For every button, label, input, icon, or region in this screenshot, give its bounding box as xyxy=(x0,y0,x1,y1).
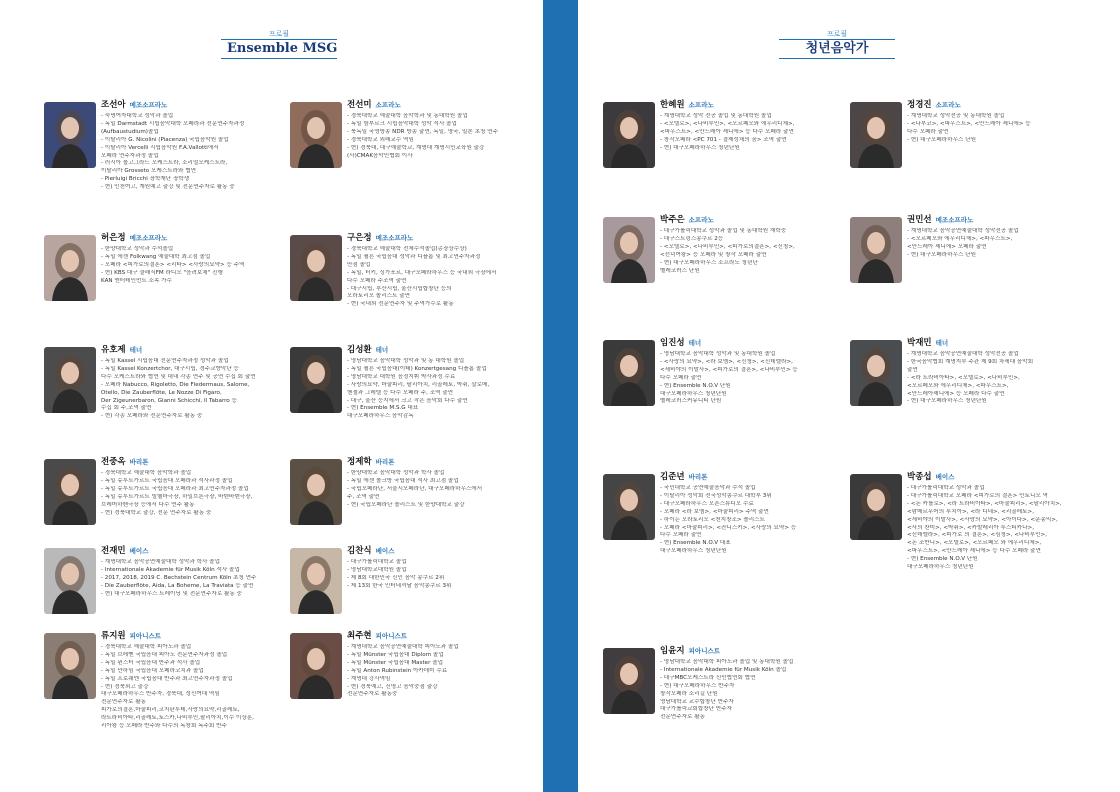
performer-name: 정제학 xyxy=(347,457,372,467)
bio-line: - 하이든 오라토리오 <천지창조> 솔리스트 xyxy=(660,516,765,523)
bio-line: - Internationale Akademie für Musik Köln 졸업 xyxy=(660,666,787,673)
bio-line: - <돈 카를로>, <라 트라비아타>, <마술피리>, <팔리아치>, xyxy=(907,500,1062,507)
bio-line: - 영남대학교대학원 졸업 xyxy=(347,566,407,573)
bio-line: - 오페라 Nabucco, Rigoletto, Die Fledermaus, Salome, xyxy=(101,381,250,388)
bio-line: - 영남대학교 음악대학 성악과 및 동 대학원 졸업 xyxy=(347,358,465,364)
performer-name-line xyxy=(907,338,1097,349)
voice-type: 메조소프라노 xyxy=(375,234,414,242)
bio-line: - 오페라 <피가로의결혼> <리타> <사랑의묘약> 등 주역 xyxy=(101,261,245,268)
bio-line: - 독일 에센 Folkwang 예술대학 최고점 졸업 xyxy=(101,253,211,260)
bio-line: KAN 엔터테인먼트 소속 가수 xyxy=(101,277,172,284)
bio-line: - <나부코>, <파우스트>, <안드레아 셰니에> 등 xyxy=(907,120,1031,127)
bio-line: 다수 오케스트라와 협연 및 대내 각종 연주 및 공연 수십 회 출연 xyxy=(101,373,256,380)
bio-line: - 현) Ensemble N.O.V 단원 xyxy=(660,382,731,389)
bio-line: - 북독일 국영방송 NDR 방송 출연, 독일, 영국, 일본 초청 연주 xyxy=(347,128,498,135)
bio-line: - 2017, 2018, 2019 C. Bechstein Centrum Köln 초청 연주 xyxy=(101,574,257,581)
performer-name: 최주현 xyxy=(347,631,372,641)
profile-photo xyxy=(850,340,902,406)
performer-name-line xyxy=(907,100,1097,111)
bio-line: - 독일 Kassel 시립음대 전문연주자과정 성악과 졸업 xyxy=(101,358,229,364)
bio-line: - 독일 슈투트가르트 빌헬마극장, 하일브론극장, 바덴바덴극장, xyxy=(101,493,253,500)
bio-list xyxy=(101,470,291,517)
bio-list xyxy=(101,358,291,421)
bio-line: 리아왕 등 오페라 반주와 다수의 독창회 독주회 반주 xyxy=(101,723,227,730)
voice-type: 테너 xyxy=(375,346,389,354)
bio-list xyxy=(660,113,850,153)
profile-info xyxy=(347,233,537,309)
voice-type: 소프라노 xyxy=(935,101,961,109)
performer-name: 박주은 xyxy=(660,215,685,225)
performer-name: 김성환 xyxy=(347,345,372,355)
bio-line: - 현) 경북외고 출강 xyxy=(101,683,149,690)
performer-name-line xyxy=(347,345,537,356)
bio-line: - <사랑의 묘약>, <라 보엠>, <신청>, <신데렐라>, xyxy=(660,358,793,365)
bio-line: - 한양대학교 음악대학 성악과 학사 졸업 xyxy=(347,470,445,476)
profile-info xyxy=(660,472,850,556)
bio-line: - 영남대학교 음악대학 피아노과 졸업 및 동대학원 졸업 xyxy=(660,659,794,665)
bio-line: - 현) 대구오페라하우스 청년단원 xyxy=(907,398,987,405)
voice-type: 바리톤 xyxy=(129,458,149,466)
performer-name: 김찬식 xyxy=(347,546,372,556)
voice-type: 메조소프라노 xyxy=(129,234,168,242)
bio-line: - 한국음악협회 계명지부 주관 제 9회 차세대 음악회 xyxy=(907,358,1034,365)
bio-line: - 독일, 터키, 싱가포르, 대구오페라하우스 등 국내외 극장에서 xyxy=(347,269,497,276)
bio-line: - 현) 대구오페라하우스 단원 xyxy=(907,251,976,258)
bio-line: 헨젤과 그레텔 등 다수 오페라 주, 조역 출연 xyxy=(347,389,454,396)
performer-name: 전선미 xyxy=(347,100,372,110)
bio-line: 대구오페라하우스 음악감독 xyxy=(347,413,414,420)
bio-line: <선덕여왕> 등 오페라 및 창작 오페라 출연 xyxy=(660,251,767,258)
bio-line: - 독일 슈투트가르트 국립음대 오페라과 최고연주자과정 졸업 xyxy=(101,485,249,492)
bio-line: - 독일 Münster 국립음대 Diplom 졸업 xyxy=(347,651,444,658)
profile-photo xyxy=(603,340,655,406)
bio-line: 벨레코러스커뮤니티 단원 xyxy=(660,398,722,405)
bio-line: - 계명대학교 음악공연예술대학 성악전공 졸업 xyxy=(907,228,1019,234)
bio-line: - 대구가톨릭대학교 성악과 졸업 및 동대학원 재학중 xyxy=(660,228,787,234)
profile-photo xyxy=(603,217,655,283)
voice-type: 베이스 xyxy=(129,547,149,555)
bio-line: (사)CMAK음악인협회 이사 xyxy=(347,152,413,159)
profile-info xyxy=(101,233,291,286)
bio-line: - 현) 국내외 전문연주자 및 주역가수로 활동 xyxy=(347,301,454,308)
bio-line: - 현) 인천여고, 계원예고 출강 및 전문연주자로 활동 중 xyxy=(101,184,235,191)
bio-line: - <오텔로>, <나비부인>, <피가로의결혼>, <신청>, xyxy=(660,243,795,250)
bio-list xyxy=(347,644,537,699)
profile-photo xyxy=(44,633,96,699)
bio-line: <사의 찬미>, <박쥐>, <카발레리아 루스티카나>, xyxy=(907,524,1035,531)
bio-line: - 창작오페라 <PC 701 - 결제성채의 꿈> 조역 출연 xyxy=(660,136,787,143)
bio-line: - 독일 Kassel Konzertchor, 대구시립, 경주교향악단 등 xyxy=(101,365,239,372)
bio-line: <파우스트>, <안드레아 셰니에> 등 다수 오페라 출연 xyxy=(907,548,1041,555)
header-label: 프로필 xyxy=(268,30,290,38)
bio-line: - 현) 대구오페라하우스 청년단원 xyxy=(660,144,740,151)
profile-photo xyxy=(290,633,342,699)
bio-line: Der Zigeunerbaron, Gianni Schicchi, Il Tabarro 등 xyxy=(101,397,237,404)
bio-line: - 경북대학교 예술대학 음악학과 졸업 xyxy=(101,470,192,476)
bio-line: - 독일 브레멘 국립음대 피아노 전문연주자과정 졸업 xyxy=(101,651,228,658)
bio-line: - 현) 대구오페라하우스 단원 xyxy=(907,136,976,143)
bio-line: 만점 졸업 xyxy=(347,261,371,268)
bio-line: 주, 조역 출연 xyxy=(347,493,380,500)
voice-type: 베이스 xyxy=(935,473,955,481)
performer-name: 구은정 xyxy=(347,233,372,243)
profile-photo xyxy=(603,102,655,168)
bio-line: 대구오페라하우스 청년단원 xyxy=(660,390,727,397)
bio-line: - Die Zauberflöte, Aida, La Boheme, La Traviata 등 출연 xyxy=(101,582,254,589)
bio-list xyxy=(347,559,537,591)
bio-line: 라트라비아타,리골레토,토스카,나비부인,팔리아치,이수 이상훈, xyxy=(101,715,254,722)
bio-line: 다수 오페라 출연 xyxy=(660,374,702,381)
bio-line: - 독일 Darmstadt 시립음악대학 오페라과 전문연주자과정 xyxy=(101,120,245,127)
bio-line: 브레머하펜극장 등에서 다수 연주 활동 xyxy=(101,501,195,508)
profile-info xyxy=(660,215,850,275)
bio-line: - <오텔로>, <나비부인>, <오르페오와 에우리디체>, xyxy=(660,120,795,127)
profile-photo xyxy=(44,347,96,413)
bio-line: <세비야의 이발사>, <사랑의 묘약>, <아이다>, <운송익>, xyxy=(907,516,1058,523)
bio-line: 전문연주자로 활동 xyxy=(660,714,706,721)
bio-line: - 경북대학교 예술대학 피아노과 졸업 xyxy=(101,644,192,650)
profile-info xyxy=(907,215,1097,260)
performer-name: 김준년 xyxy=(660,472,685,482)
performer-name-line xyxy=(101,100,291,111)
performer-name-line xyxy=(660,100,850,111)
bio-line: 수십 회 주,조역 출연 xyxy=(101,405,152,412)
bio-list xyxy=(347,246,537,309)
bio-line: - 현) Ensemble N.O.V 단원 xyxy=(907,556,978,563)
profile-photo xyxy=(44,459,96,525)
profile-info xyxy=(347,457,537,510)
profile-info xyxy=(660,338,850,406)
bio-line: - 국립오페라단, 서울시오페라단, 대구오페라하우스에서 xyxy=(347,485,483,492)
profile-info xyxy=(907,100,1097,145)
performer-name-line xyxy=(347,100,537,111)
bio-line: - 현) 대구오페라하우스 반주자 xyxy=(660,682,735,689)
bio-line: - 현) 각종 오페라와 전문연주자로 활동 중 xyxy=(101,413,203,420)
bio-line: - Internationale Akademie für Musik Köln 석사 졸업 xyxy=(101,566,240,573)
performer-name-line xyxy=(347,546,537,557)
bio-line: <파우스트>, <안드레아 셰니에> 등 다수 오페라 출연 xyxy=(660,128,794,135)
bio-line: - 이탈리아 G. Nicolini (Piacenza) 국립음악원 졸업 xyxy=(101,136,229,143)
bio-line: - 대구가톨릭대학교 오페라 <피가로의 결혼> 인토니오 역 xyxy=(907,492,1048,499)
bio-line: Otello, Die Zauberflöte, Le Nozze Di Figaro, xyxy=(101,389,222,396)
performer-name: 권민선 xyxy=(907,215,932,225)
performer-name-line xyxy=(907,472,1097,483)
profile-photo xyxy=(290,347,342,413)
bio-line: <돈 조반니>, <오텔로>, <오르페오 와 에우리디체>, xyxy=(907,540,1042,547)
bio-line: - 이탈리아 성악회 전국성악콩쿠르 대학부 3위 xyxy=(660,492,772,499)
bio-line: - 대구스트링스콩쿠르 2등 xyxy=(660,235,724,242)
bio-list xyxy=(347,113,537,160)
profile-photo xyxy=(850,102,902,168)
bio-list xyxy=(660,485,850,556)
bio-line: - 독일 뮌스터 국립음대 반주과 석사 졸업 xyxy=(101,659,201,666)
bio-line: - 현) 대구오페라하우스 소프라노 청년단 xyxy=(660,259,758,266)
bio-line: - 현) 국립오페라단 솔리스트 및 한양대학교 출강 xyxy=(347,501,465,508)
bio-list xyxy=(101,644,291,731)
header xyxy=(779,30,895,59)
profile-info xyxy=(347,345,537,421)
bio-line: - 러시아 볼고그라드 오케스트라, 소리얼오케스트라, xyxy=(101,160,228,167)
bio-line: - 현) 대구오페라하우스 트레이닝 및 전문연주자로 활동 중 xyxy=(101,590,242,597)
profile-photo xyxy=(290,102,342,168)
bio-line: - 계명대학교 음악공연예술대학 피아노과 졸업 xyxy=(347,644,459,650)
bio-line: - 이탈리아 Vercelli 시립음악원 F.A.Vallotti에서 xyxy=(101,144,219,151)
bio-list xyxy=(907,113,1097,145)
bio-line: - 계명대학교 음악공연예술대학 성악전공 졸업 xyxy=(907,351,1019,357)
bio-line: 대구오페라하우스 청년단원 xyxy=(660,548,727,555)
bio-line: - 제 8회 대한민국 신인 음악 콩쿠르 2위 xyxy=(347,574,445,581)
bio-line: - 독일 Anton Rubinstein 아카데미 수료 xyxy=(347,667,448,674)
profile-info xyxy=(101,457,291,517)
bio-line: - 대구MBC오케스트라 신인협연회 협연 xyxy=(660,674,756,681)
performer-name-line xyxy=(101,631,291,642)
performer-name-line xyxy=(101,233,291,244)
profile-photo xyxy=(603,474,655,540)
bio-line: - 독일 함부르크 시립음악대학 성악 석사 졸업 xyxy=(347,120,457,127)
bio-line: - 현) 경북대학교 출강, 전문 연주자로 활동 중 xyxy=(101,509,212,516)
voice-type: 테너 xyxy=(935,339,949,347)
voice-type: 소프라노 xyxy=(688,216,714,224)
bio-line: - <라 트라비아타>, <오텔로>, <나비부인>, xyxy=(907,374,1020,381)
bio-line: - 계명대학교 음악공연예술대학 성악과 학사 졸업 xyxy=(101,559,220,565)
voice-type: 피아니스트 xyxy=(129,632,162,640)
profile-photo xyxy=(290,235,342,301)
bio-line: - 대구오페라하우스 오픈스튜디오 수료 xyxy=(660,500,754,507)
bio-line: 대구가톨릭교회합창단 반주자 xyxy=(660,706,733,713)
voice-type: 메조소프라노 xyxy=(129,101,168,109)
bio-line: 벨레코러스 단원 xyxy=(660,267,700,274)
profile-info xyxy=(660,646,850,722)
bio-line: - 독일 쾰른 국립음대(이태) Konzertgesang 디플롬 졸업 xyxy=(347,365,487,372)
bio-line: 오페라 연주자과정 졸업 xyxy=(101,152,159,159)
voice-type: 소프라노 xyxy=(375,101,401,109)
bio-line: - 독일 쾰른 국립음대 성악과 디플롬 및 최고연주자과정 xyxy=(347,253,481,260)
profile-info xyxy=(907,338,1097,406)
section-title: 청년음악가 xyxy=(779,39,895,59)
bio-line: 창작오페라 소리길 단원 xyxy=(660,690,718,697)
bio-list xyxy=(660,351,850,406)
performer-name-line xyxy=(101,345,291,356)
performer-name-line xyxy=(660,338,850,349)
performer-name: 임진성 xyxy=(660,338,685,348)
bio-line: - 계명대학교 성악 전공 졸업 및 동대학원 졸업 xyxy=(660,113,772,119)
bio-line: 다수 오페라 출연 xyxy=(660,532,702,539)
performer-name: 정경진 xyxy=(907,100,932,110)
profile-info xyxy=(347,100,537,160)
bio-list xyxy=(660,228,850,275)
bio-line: - 대구가톨릭대학교 성악과 졸업 xyxy=(907,485,985,491)
bio-line: 이탈리아 Grosseto 오케스트라와 협연 xyxy=(101,168,196,175)
performer-name-line xyxy=(660,215,850,226)
header xyxy=(221,30,337,59)
bio-line: 오라토리오 솔리스트 출연 xyxy=(347,293,410,300)
profile-photo xyxy=(290,459,342,525)
bio-line: 영남대학교 교수합창단 반주자 xyxy=(660,698,734,705)
voice-type: 바리톤 xyxy=(688,473,708,481)
bio-line: 대구오페라하우스 반주자, 경북대, 성신여대 역임 xyxy=(101,691,220,698)
performer-name-line xyxy=(347,457,537,468)
profile-info xyxy=(101,546,291,599)
bio-line: <안드레아 셰니에> 오페라 출연 xyxy=(907,243,987,250)
bio-line: - 현) Ensemble M.S.G 대표 xyxy=(347,405,419,412)
performer-name-line xyxy=(907,215,1097,226)
bio-line: 피가로의결혼,마술피리,코지판투테,사랑의묘약,리골레토, xyxy=(101,707,240,714)
profile-info xyxy=(101,631,291,731)
bio-line: 다수 오페라 출연 xyxy=(907,128,949,135)
performer-name: 류지원 xyxy=(101,631,126,641)
bio-line: 전문연주자로 활동중 xyxy=(347,691,398,698)
performer-name: 허은정 xyxy=(101,233,126,243)
bio-line: - 독일 에센 폴크방 국립음대 석사 최고점 졸업 xyxy=(347,477,459,484)
bio-line: - 계명대 강사역임 xyxy=(347,675,391,682)
bio-line: - 대구, 울산 등지에서 크고 작은 음악회 다수 출연 xyxy=(347,397,468,404)
bio-line: <안드레아셰니에> 등 오페라 다수 출연 xyxy=(907,390,1005,397)
performer-name: 전중옥 xyxy=(101,457,126,467)
performer-name: 임윤지 xyxy=(660,646,685,656)
section-title: Ensemble MSG xyxy=(221,39,337,59)
bio-line: 출연 xyxy=(907,366,918,373)
bio-list xyxy=(101,559,291,599)
bio-line: - 현) 경북예고, 신명고 음악중점 출강 xyxy=(347,683,438,690)
performer-name-line xyxy=(101,457,291,468)
bio-line: - 영남대학교 대학원 음정지휘 박사과정 수료 xyxy=(347,373,456,380)
profile-photo xyxy=(44,548,96,614)
voice-type: 테너 xyxy=(129,346,143,354)
bio-list xyxy=(347,358,537,421)
bio-list xyxy=(907,485,1097,572)
bio-line: - 경북대학교 예술대학 전체수석졸업(총장상수상) xyxy=(347,246,467,252)
profile-info xyxy=(907,472,1097,572)
voice-type: 소프라노 xyxy=(688,101,714,109)
voice-type: 피아니스트 xyxy=(375,632,408,640)
bio-line: 전문연주자로 활동 xyxy=(101,699,147,706)
bio-line: - 오페라 <마술피리>, <잔니스키>, <사랑의 묘약> 등 xyxy=(660,524,797,531)
bio-line: - 경북대학교 예술대학 음악학과 및 동대학원 졸업 xyxy=(347,113,468,119)
bio-line: - 계명대학교 성악전공 및 동대학원 졸업 xyxy=(907,113,1005,119)
performer-name: 박재민 xyxy=(907,338,932,348)
bio-line: <신데렐라>, <피가로 의 결혼>, <심청>, <나비부인>, xyxy=(907,532,1047,539)
bio-list xyxy=(347,470,537,510)
performer-name: 조선아 xyxy=(101,100,126,110)
profile-photo xyxy=(850,474,902,540)
bio-line: - 현) KBS 대구 클래식FM 라디오 "음려보채" 진행 xyxy=(101,269,223,276)
header-label: 프로필 xyxy=(826,30,848,38)
right-page xyxy=(578,0,1120,792)
profile-photo xyxy=(44,102,96,168)
profile-info xyxy=(101,345,291,421)
performer-name: 유호제 xyxy=(101,345,126,355)
bio-line: <람메르무어의 루치아>, <라 디네>, <리골레토>, xyxy=(907,508,1035,515)
profile-info xyxy=(347,631,537,699)
performer-name: 전재민 xyxy=(101,546,126,556)
profile-info xyxy=(347,546,537,591)
bio-line: (Aufbaustudium)졸업 xyxy=(101,128,159,135)
bio-line: - 독일 만하임 국립음대 오페라코치과 졸업 xyxy=(101,667,204,674)
profile-photo xyxy=(850,217,902,283)
bio-line: - 국민대학교 공연예술음악과 수석 졸업 xyxy=(660,485,756,491)
performer-name: 박종섭 xyxy=(907,472,932,482)
performer-name-line xyxy=(347,631,537,642)
voice-type: 바리톤 xyxy=(375,458,395,466)
performer-name-line xyxy=(101,546,291,557)
bio-line: - 영남대학교 음악대학 성악과 및 동대학원 졸업 xyxy=(660,351,776,357)
bio-line: - 독일 Münster 국립음대 Master 졸업 xyxy=(347,659,444,666)
profile-info xyxy=(101,100,291,192)
performer-name: 한혜원 xyxy=(660,100,685,110)
performer-name-line xyxy=(660,646,850,657)
bio-line: - Pierluigi Bricchi 장학재단 장학생 xyxy=(101,176,190,183)
bio-line: 다수 오페라 주조역 출연 xyxy=(347,277,407,284)
profile-photo xyxy=(603,648,655,714)
bio-line: - 한양대학교 성악과 수석졸업 xyxy=(101,246,174,252)
bio-line: - 경북대학교 외래교수 역임 xyxy=(347,136,414,143)
bio-line: - <오르페오와 에우리디체>, <파우스트>, xyxy=(907,235,1013,242)
bio-line: - 오페라 <라 보엠>, <마술피리> 주역 출연 xyxy=(660,508,769,515)
voice-type: 피아니스트 xyxy=(688,647,721,655)
performer-name-line xyxy=(347,233,537,244)
profile-info xyxy=(660,100,850,153)
bio-line: - 현) 경북대, 대구예술학교, 계명대 계명시민교육원 출강 xyxy=(347,144,485,151)
bio-list xyxy=(907,351,1097,406)
bio-list xyxy=(907,228,1097,260)
profile-photo xyxy=(44,235,96,301)
bio-line: <세비야의 이발사>, <피가로의 결혼>, <나비부인> 등 xyxy=(660,366,798,373)
bio-line: - 독일 슈투트가르트 국립음대 오페라과 석사과정 졸업 xyxy=(101,477,233,484)
voice-type: 테너 xyxy=(688,339,702,347)
bio-list xyxy=(101,246,291,286)
bio-list xyxy=(101,113,291,192)
bio-line: - 대구가톨릭대학교 졸업 xyxy=(347,559,407,565)
bio-line: - 현) Ensemble N.O.V 대표 xyxy=(660,540,731,547)
profile-photo xyxy=(290,548,342,614)
bio-list xyxy=(660,659,850,722)
bio-line: - 제 13회 한국 인터네셔날 음악콩쿠르 3위 xyxy=(347,582,452,589)
bio-line: 대구오페라하우스 청년단원 xyxy=(907,564,974,571)
bio-line: <오르페오와 에우리디체>, <파우스트>, xyxy=(907,382,1009,389)
voice-type: 메조소프라노 xyxy=(935,216,974,224)
bio-line: - 숙명여자대학교 성악과 졸업 xyxy=(101,113,174,119)
bio-line: - 사랑의묘약, 마술피리, 팔리아치, 리골레토, 박쥐, 살로메, xyxy=(347,381,490,388)
bio-line: - 독일 프로쉐엔 국립음대 반주과 최고연주자과정 졸업 xyxy=(101,675,233,682)
performer-name-line xyxy=(660,472,850,483)
left-page xyxy=(0,0,543,792)
voice-type: 베이스 xyxy=(375,547,395,555)
bio-line: - 대구시립, 부산시립, 울산시립합창단 등의 xyxy=(347,285,452,292)
